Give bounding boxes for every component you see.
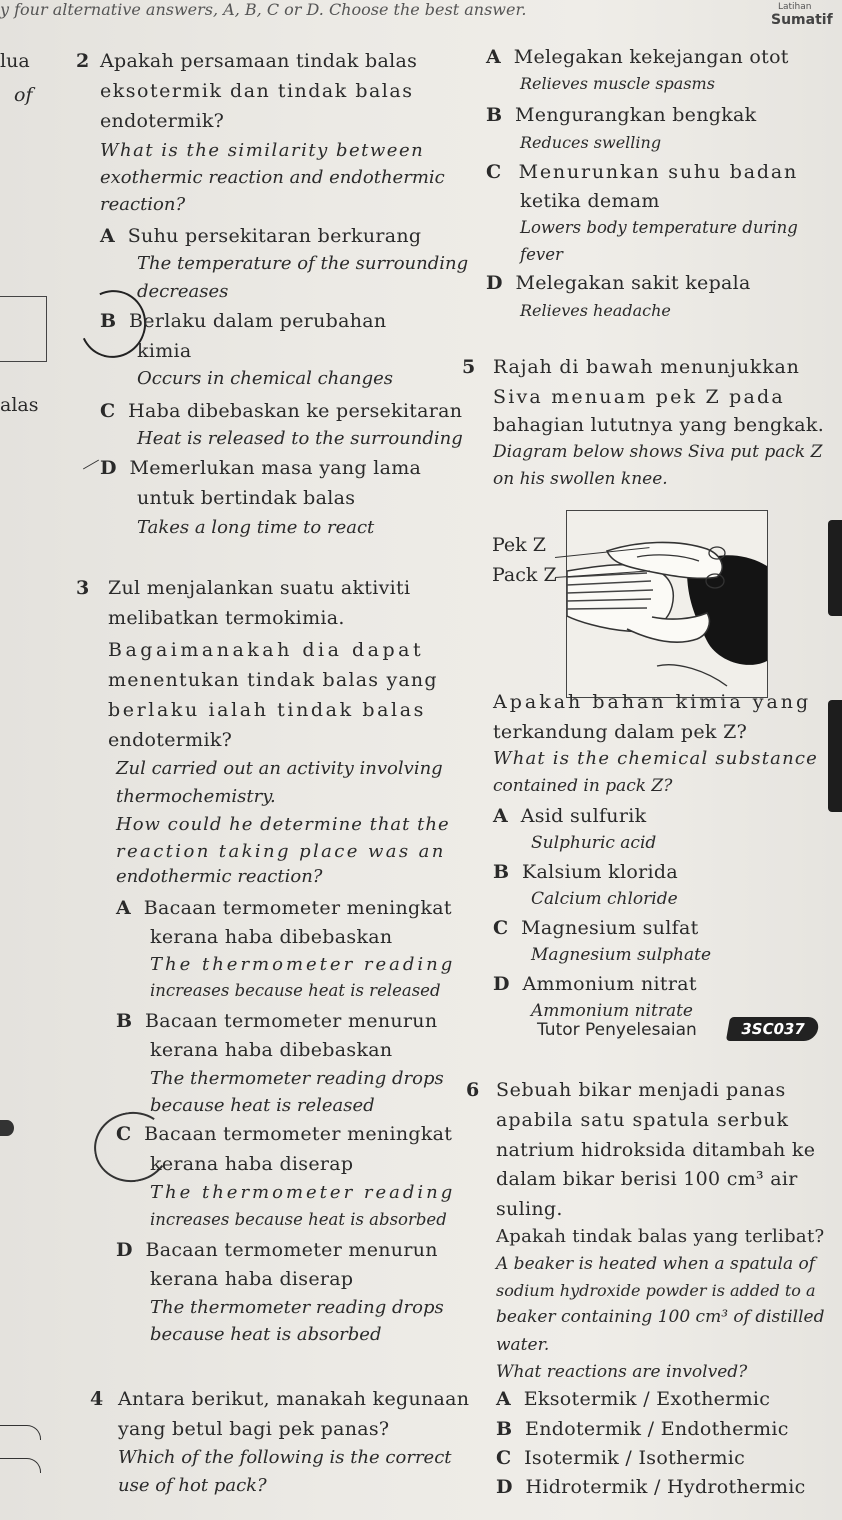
option-translation: because heat is absorbed bbox=[150, 1324, 382, 1345]
q6-question-translation: What reactions are involved? bbox=[496, 1362, 748, 1382]
option-a[interactable] bbox=[116, 897, 452, 919]
q4-text: Antara berikut, manakah kegunaan bbox=[118, 1388, 470, 1410]
option-letter: A bbox=[496, 1388, 512, 1410]
q5-translation: Diagram below shows Siva put pack Z bbox=[493, 442, 823, 462]
q6-translation: A beaker is heated when a spatula of bbox=[496, 1254, 816, 1274]
q3-text: berlaku ialah tindak balas bbox=[108, 699, 427, 721]
option-c[interactable] bbox=[100, 400, 462, 422]
q5-text: Siva menuam pek Z pada bbox=[493, 386, 785, 408]
q3-translation: Zul carried out an activity involving bbox=[116, 758, 443, 779]
option-a[interactable] bbox=[493, 805, 646, 827]
option-d[interactable] bbox=[100, 457, 421, 479]
option-translation: The thermometer reading drops bbox=[150, 1068, 444, 1089]
solution-code-badge[interactable] bbox=[726, 1017, 820, 1041]
option-letter: A bbox=[116, 897, 132, 919]
q6-text: suling. bbox=[496, 1198, 563, 1220]
option-text: Eksotermik / Exothermic bbox=[523, 1388, 771, 1410]
option-letter: C bbox=[496, 1447, 512, 1469]
q3-text: Zul menjalankan suatu aktiviti bbox=[108, 577, 411, 599]
question-number: 4 bbox=[90, 1388, 104, 1410]
option-d[interactable] bbox=[496, 1476, 806, 1498]
tutor-penyelesaian-label: Tutor Penyelesaian bbox=[537, 1020, 697, 1040]
question-number: 3 bbox=[76, 577, 90, 599]
option-translation: Ammonium nitrate bbox=[531, 1001, 693, 1021]
option-translation: The thermometer reading bbox=[150, 954, 456, 975]
option-b[interactable] bbox=[100, 310, 386, 332]
option-translation: Calcium chloride bbox=[531, 889, 678, 909]
option-d[interactable] bbox=[116, 1239, 438, 1261]
option-translation: Occurs in chemical changes bbox=[137, 368, 393, 389]
q3-text: menentukan tindak balas yang bbox=[108, 669, 438, 691]
option-translation: Magnesium sulphate bbox=[531, 945, 712, 965]
q2-translation: exothermic reaction and endothermic bbox=[100, 167, 445, 188]
figure-label: Pack Z bbox=[492, 564, 557, 586]
option-b[interactable] bbox=[116, 1010, 437, 1032]
option-text-cont: kerana haba dibebaskan bbox=[150, 926, 393, 948]
option-text: Isotermik / Isothermic bbox=[524, 1447, 746, 1469]
option-letter: A bbox=[486, 46, 502, 68]
q3-text: endotermik? bbox=[108, 729, 233, 751]
q6-text: apabila satu spatula serbuk bbox=[496, 1109, 790, 1131]
option-a[interactable] bbox=[100, 225, 421, 247]
option-translation: because heat is released bbox=[150, 1095, 375, 1116]
option-translation: Relieves muscle spasms bbox=[520, 74, 715, 93]
q3-translation: How could he determine that the bbox=[116, 814, 450, 835]
option-text: Kalsium klorida bbox=[522, 861, 678, 883]
q5-translation: on his swollen knee. bbox=[493, 469, 668, 489]
option-translation: Lowers body temperature during bbox=[520, 218, 798, 237]
option-text: Bacaan termometer menurun bbox=[145, 1010, 438, 1032]
option-letter: C bbox=[100, 400, 116, 422]
option-text: Endotermik / Endothermic bbox=[525, 1418, 789, 1440]
q3-translation: reaction taking place was an bbox=[116, 841, 446, 862]
option-text: Mengurangkan bengkak bbox=[515, 104, 757, 126]
option-translation: increases because heat is absorbed bbox=[150, 1210, 447, 1229]
figure-label: Pek Z bbox=[492, 534, 546, 556]
option-translation: Heat is released to the surrounding bbox=[137, 428, 463, 449]
option-a[interactable] bbox=[486, 46, 789, 68]
margin-box bbox=[0, 296, 47, 362]
q3-text: melibatkan termokimia. bbox=[108, 607, 345, 629]
option-letter: D bbox=[486, 272, 503, 294]
option-b[interactable] bbox=[496, 1418, 789, 1440]
option-letter: B bbox=[486, 104, 503, 126]
margin-fragment: of bbox=[14, 84, 33, 106]
q6-translation: sodium hydroxide powder is added to a bbox=[496, 1281, 816, 1300]
binder-mark bbox=[0, 1120, 14, 1136]
binder-mark bbox=[0, 1458, 41, 1473]
section-tab bbox=[828, 520, 842, 616]
q5-question-translation: What is the chemical substance bbox=[493, 748, 819, 769]
margin-fragment: lua bbox=[0, 50, 30, 72]
q5-text: Rajah di bawah menunjukkan bbox=[493, 356, 800, 378]
option-translation: Relieves headache bbox=[520, 301, 671, 320]
option-text: Bacaan termometer meningkat bbox=[144, 1123, 453, 1145]
q4-translation: Which of the following is the correct bbox=[118, 1447, 452, 1468]
option-text: Hidrotermik / Hydrothermic bbox=[525, 1476, 806, 1498]
option-letter: B bbox=[493, 861, 510, 883]
option-d[interactable] bbox=[486, 272, 751, 294]
option-text: Haba dibebaskan ke persekitaran bbox=[128, 400, 463, 422]
option-letter: D bbox=[493, 973, 510, 995]
q5-question-translation: contained in pack Z? bbox=[493, 776, 673, 796]
option-letter: A bbox=[493, 805, 509, 827]
question-number: 2 bbox=[76, 50, 90, 72]
q4-translation: use of hot pack? bbox=[118, 1475, 267, 1496]
option-letter: B bbox=[496, 1418, 513, 1440]
q4-text: yang betul bagi pek panas? bbox=[118, 1418, 390, 1440]
option-text: Bacaan termometer meningkat bbox=[143, 897, 452, 919]
latihan-label: Latihan bbox=[778, 2, 812, 12]
option-b[interactable] bbox=[486, 104, 756, 126]
q2-translation: What is the similarity between bbox=[100, 140, 425, 161]
q2-translation: reaction? bbox=[100, 194, 186, 215]
option-text: Berlaku dalam perubahan bbox=[129, 310, 387, 332]
option-text-cont: kerana haba diserap bbox=[150, 1153, 354, 1175]
q2-text: eksotermik dan tindak balas bbox=[100, 80, 414, 102]
option-text-cont: ketika demam bbox=[520, 190, 660, 212]
question-number: 6 bbox=[466, 1079, 480, 1101]
q2-text: endotermik? bbox=[100, 110, 225, 132]
option-letter: C bbox=[486, 161, 503, 183]
option-translation: decreases bbox=[137, 281, 229, 302]
option-a[interactable] bbox=[496, 1388, 770, 1410]
q3-text: Bagaimanakah dia dapat bbox=[108, 639, 425, 661]
solution-code: 3SC037 bbox=[739, 1020, 807, 1038]
option-text: Menurunkan suhu badan bbox=[518, 161, 798, 183]
option-text: Melegakan sakit kepala bbox=[515, 272, 751, 294]
option-text-cont: kerana haba diserap bbox=[150, 1268, 354, 1290]
q6-text: Sebuah bikar menjadi panas bbox=[496, 1079, 786, 1101]
option-letter: D bbox=[496, 1476, 513, 1498]
q6-translation: beaker containing 100 cm³ of distilled bbox=[496, 1307, 825, 1327]
option-translation: The temperature of the surrounding bbox=[137, 253, 469, 274]
q6-question: Apakah tindak balas yang terlibat? bbox=[496, 1226, 825, 1247]
option-letter: D bbox=[100, 457, 117, 479]
option-text-cont: kerana haba dibebaskan bbox=[150, 1039, 393, 1061]
instruction-text: y four alternative answers, A, B, C or D. Choose the best answer. bbox=[0, 0, 527, 19]
knee-pack-illustration bbox=[566, 510, 768, 698]
q5-text: bahagian lututnya yang bengkak. bbox=[493, 414, 825, 436]
option-text: Magnesium sulfat bbox=[521, 917, 699, 939]
q6-text: dalam bikar berisi 100 cm³ air bbox=[496, 1168, 798, 1190]
q5-question: Apakah bahan kimia yang bbox=[493, 691, 812, 713]
option-text-cont: untuk bertindak balas bbox=[137, 487, 356, 509]
option-letter: A bbox=[100, 225, 116, 247]
option-d[interactable] bbox=[493, 973, 697, 995]
q5-question: terkandung dalam pek Z? bbox=[493, 721, 748, 743]
option-letter: C bbox=[116, 1123, 132, 1145]
q3-translation: endothermic reaction? bbox=[116, 866, 323, 887]
option-text: Memerlukan masa yang lama bbox=[129, 457, 422, 479]
option-text: Bacaan termometer menurun bbox=[145, 1239, 438, 1261]
option-translation: The thermometer reading drops bbox=[150, 1297, 444, 1318]
option-translation: increases because heat is released bbox=[150, 981, 441, 1000]
q2-text: Apakah persamaan tindak balas bbox=[100, 50, 418, 72]
question-number: 5 bbox=[462, 356, 476, 378]
option-letter: B bbox=[100, 310, 117, 332]
option-b[interactable] bbox=[493, 861, 678, 883]
option-text: Melegakan kekejangan otot bbox=[513, 46, 789, 68]
binder-mark bbox=[0, 1425, 41, 1440]
option-c[interactable] bbox=[493, 917, 699, 939]
knee-pack-drawing bbox=[567, 511, 767, 697]
option-letter: D bbox=[116, 1239, 133, 1261]
option-text-cont: kimia bbox=[137, 340, 192, 362]
option-translation: Takes a long time to react bbox=[137, 517, 375, 538]
sumatif-label: Sumatif bbox=[771, 12, 833, 28]
q6-translation: water. bbox=[496, 1335, 550, 1355]
tick-mark bbox=[83, 460, 99, 470]
margin-fragment: alas bbox=[0, 394, 39, 416]
option-letter: C bbox=[493, 917, 509, 939]
option-translation: The thermometer reading bbox=[150, 1182, 456, 1203]
q3-translation: thermochemistry. bbox=[116, 786, 276, 807]
option-translation: Sulphuric acid bbox=[531, 833, 657, 853]
option-text: Ammonium nitrat bbox=[522, 973, 697, 995]
option-c[interactable] bbox=[116, 1123, 452, 1145]
option-translation: fever bbox=[520, 245, 563, 264]
q6-text: natrium hidroksida ditambah ke bbox=[496, 1139, 816, 1161]
option-letter: B bbox=[116, 1010, 133, 1032]
option-translation: Reduces swelling bbox=[520, 133, 662, 152]
answer-circle-mark bbox=[88, 1106, 175, 1188]
option-c[interactable] bbox=[486, 161, 798, 183]
option-text: Asid sulfurik bbox=[520, 805, 647, 827]
section-tab bbox=[828, 700, 842, 812]
option-text: Suhu persekitaran berkurang bbox=[127, 225, 422, 247]
option-c[interactable] bbox=[496, 1447, 745, 1469]
